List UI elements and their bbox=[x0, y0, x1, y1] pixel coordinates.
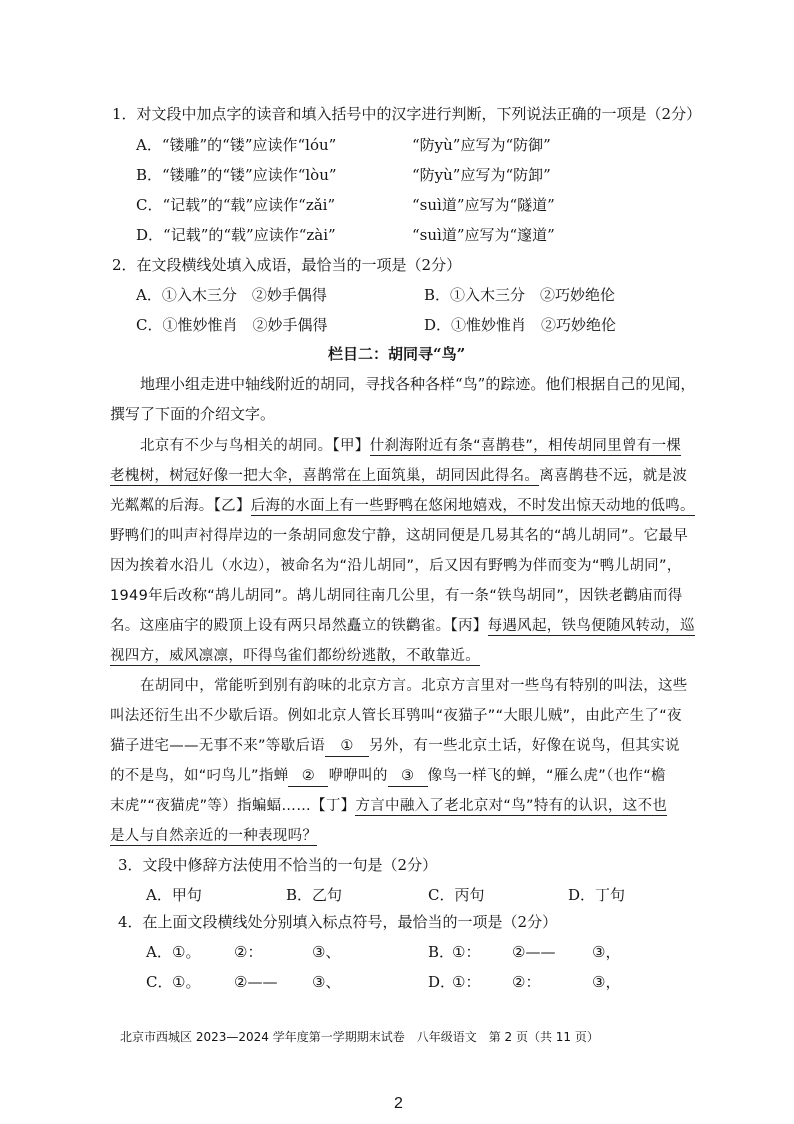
section-title: 栏目二：胡同寻“鸟” bbox=[328, 345, 466, 363]
q4-option-d-3: ③， bbox=[592, 973, 621, 991]
section-intro-line1: 地理小组走进中轴线附近的胡同，寻找各种各样“鸟”的踪迹。他们根据自己的见闻， bbox=[140, 375, 696, 393]
passage-underlined-sentence-ding: 方言中融入了老北京对“鸟”特有的认识，这不也 bbox=[355, 798, 668, 814]
passage-line bbox=[110, 736, 680, 757]
q4-option-a-1: ①。 bbox=[172, 943, 201, 961]
q4-option-d-1: ①： bbox=[452, 973, 481, 991]
q4-stem: 4．在上面文段横线处分别填入标点符号，最恰当的一项是（2分） bbox=[118, 913, 558, 931]
q3-stem: 3．文段中修辞方法使用不恰当的一句是（2分） bbox=[118, 856, 438, 874]
passage-underlined-sentence-jia-cont: 老槐树，树冠好像一把大伞，喜鹊常在上面筑巢，胡同因此得名。 bbox=[110, 468, 540, 484]
passage-text: 另外，有一些北京土话，好像在说鸟，但其实说 bbox=[369, 738, 680, 754]
passage-text: 像鸟一样飞的蝉，“雁么虎”（也作“檐 bbox=[427, 768, 666, 784]
q3-option-a: A．甲句 bbox=[146, 886, 202, 904]
q4-option-c-3: ③、 bbox=[312, 973, 341, 991]
passage-text: 光粼粼的后海。【乙】 bbox=[110, 498, 251, 514]
q3-option-b: B．乙句 bbox=[286, 886, 343, 904]
passage-underlined-sentence-ding-cont: 是人与自然亲近的一种表现吗？ bbox=[110, 828, 318, 844]
q1-option-d-right: “suì道”应写为“邃道” bbox=[412, 226, 555, 244]
passage-underlined-sentence-bing: 每遇风起，铁鸟便随风转动，巡 bbox=[487, 618, 695, 634]
q4-option-b-3: ③， bbox=[592, 943, 621, 961]
passage-underlined-sentence-jia: 什刹海附近有条“喜鹊巷”，相传胡同里曾有一棵 bbox=[369, 438, 682, 454]
passage-line bbox=[110, 496, 695, 516]
q4-option-a-3: ③、 bbox=[312, 943, 341, 961]
q2-option-d: D．①惟妙惟肖 ②巧妙绝伦 bbox=[424, 316, 617, 334]
passage-line bbox=[110, 646, 480, 666]
q4-option-c-label: C． bbox=[146, 973, 173, 991]
passage-line bbox=[110, 766, 666, 787]
q4-option-c-2: ②—— bbox=[234, 973, 278, 991]
passage-line: 叫法还衍生出不少歇后语。例如北京人管长耳鸮叫“夜猫子”“大眼儿贼”，由此产生了“夜 bbox=[110, 708, 682, 724]
passage-line bbox=[110, 466, 687, 486]
q2-option-b: B．①入木三分 ②巧妙绝伦 bbox=[424, 286, 616, 304]
q4-option-b-2: ②—— bbox=[512, 943, 556, 961]
q1-option-c-left: C．“记载”的“载”应读作“zǎi” bbox=[136, 196, 336, 214]
q4-option-a-2: ②： bbox=[234, 943, 263, 961]
q4-option-b-label: B． bbox=[428, 943, 455, 961]
passage-line: 1949年后改称“鸪儿胡同”。鸪儿胡同往南几公里，有一条“铁鸟胡同”，因铁老鹳庙而得 bbox=[110, 588, 683, 604]
passage-text: 咿咿叫的 bbox=[328, 768, 388, 784]
q4-option-d-2: ②： bbox=[512, 973, 541, 991]
q1-option-b-left: B．“镂雕”的“镂”应读作“lòu” bbox=[136, 166, 337, 184]
q1-option-d-left: D．“记载”的“载”应读作“zài” bbox=[136, 226, 336, 244]
q2-option-a: A．①入木三分 ②妙手偶得 bbox=[136, 286, 327, 304]
q3-option-d: D．丁句 bbox=[568, 886, 626, 904]
passage-line bbox=[140, 436, 681, 456]
passage-text: 的不是鸟，如“叼鸟儿”指蝉 bbox=[110, 768, 289, 784]
q2-stem: 2．在文段横线处填入成语，最恰当的一项是（2分） bbox=[112, 256, 462, 274]
page-number: 2 bbox=[394, 1095, 403, 1112]
passage-line: 在胡同中，常能听到别有韵味的北京方言。北京方言里对一些鸟有特别的叫法，这些 bbox=[140, 678, 688, 694]
passage-text: 名。这座庙宇的殿顶上设有两只昂然矗立的铁鹳雀。【丙】 bbox=[110, 618, 488, 634]
blank-2: ② bbox=[288, 766, 328, 787]
passage-line: 野鸭们的叫声衬得岸边的一条胡同愈发宁静，这胡同便是几易其名的“鸪儿胡同”。它最早 bbox=[110, 528, 689, 544]
q1-option-a-left: A．“镂雕”的“镂”应读作“lóu” bbox=[136, 136, 337, 154]
q1-option-b-right: “防yù”应写为“防卸” bbox=[412, 166, 551, 184]
passage-text: 离喜鹊巷不远，就是波 bbox=[539, 468, 688, 484]
q1-option-c-right: “suì道”应写为“隧道” bbox=[412, 196, 555, 214]
passage-text: 北京有不少与鸟相关的胡同。【甲】 bbox=[140, 438, 370, 454]
passage-line bbox=[110, 826, 317, 846]
passage-text: 末虎”“夜猫虎”等）指蝙蝠……【丁】 bbox=[110, 798, 356, 814]
q4-option-b-1: ①： bbox=[452, 943, 481, 961]
passage-underlined-sentence-bing-cont: 视四方，威风凛凛，吓得鸟雀们都纷纷逃散，不敢靠近。 bbox=[110, 648, 480, 664]
passage-line: 因为挨着水沿儿（水边），被命名为“沿儿胡同”，后又因有野鸭为伴而变为“鸭儿胡同”， bbox=[110, 558, 682, 574]
passage-line bbox=[110, 796, 667, 816]
passage-underlined-sentence-yi: 后海的水面上有一些野鸭在悠闲地嬉戏，不时发出惊天动地的低鸣。 bbox=[250, 498, 695, 514]
blank-1: ① bbox=[325, 736, 369, 757]
q2-option-c: C．①惟妙惟肖 ②妙手偶得 bbox=[136, 316, 328, 334]
q1-option-a-right: “防yù”应写为“防御” bbox=[412, 136, 551, 154]
passage-text: 猫子进宅——无事不来”等歇后语 bbox=[110, 738, 326, 754]
section-intro-line2: 撰写了下面的介绍文字。 bbox=[110, 405, 276, 423]
q4-option-d-label: D． bbox=[428, 973, 456, 991]
q4-option-c-1: ①。 bbox=[172, 973, 201, 991]
q1-stem: 1．对文段中加点字的读音和填入括号中的汉字进行判断，下列说法正确的一项是（2分） bbox=[112, 105, 702, 123]
passage-line bbox=[110, 616, 695, 636]
q4-option-a-label: A． bbox=[146, 943, 172, 961]
blank-3: ③ bbox=[388, 766, 428, 787]
q3-option-c: C．丙句 bbox=[428, 886, 485, 904]
page-footer: 北京市西城区 2023—2024 学年度第一学期期末试卷 八年级语文 第 2 页（共 11 页） bbox=[120, 1030, 599, 1044]
